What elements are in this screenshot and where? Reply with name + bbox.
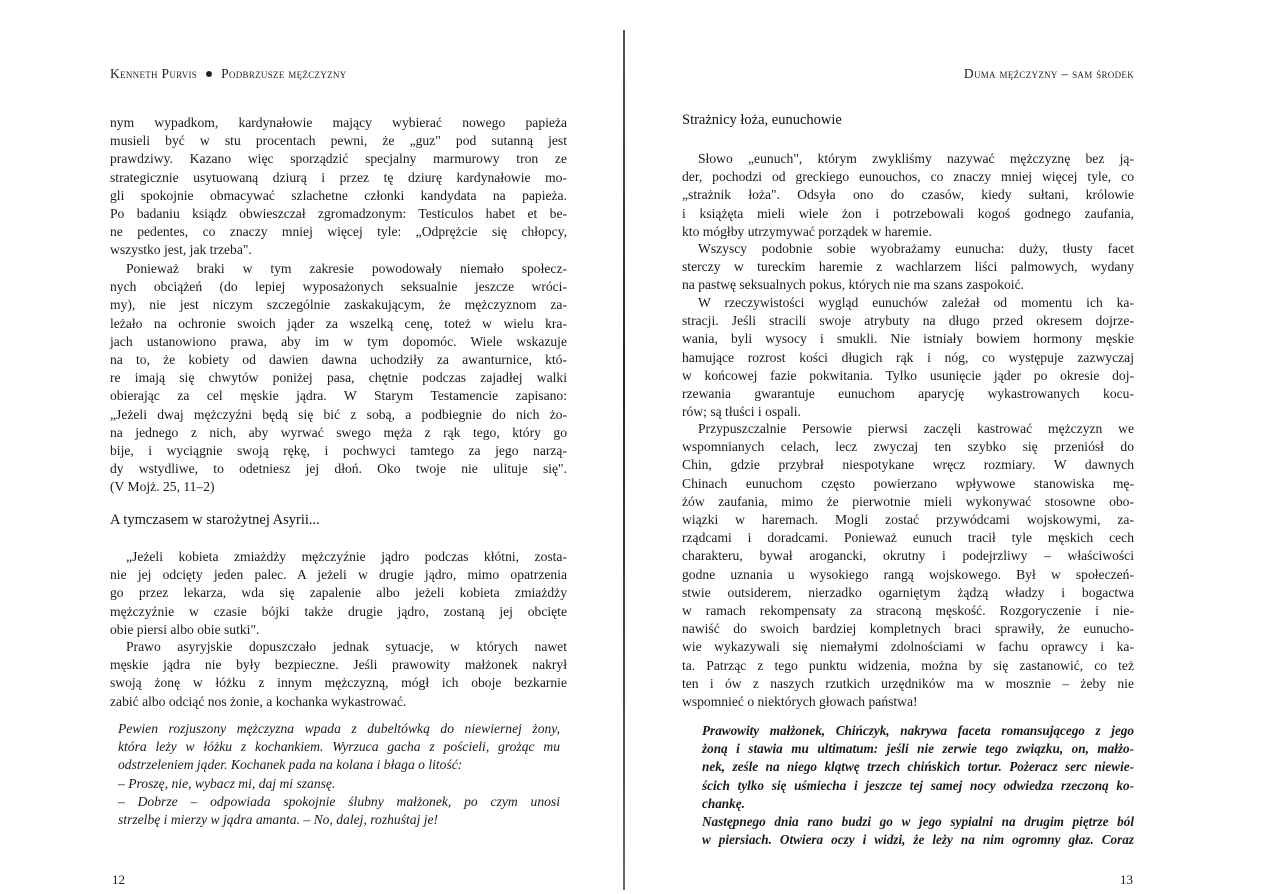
text-line: Ponieważ braki w tym zakresie powodowały niemało społecz- bbox=[126, 261, 567, 276]
text-line: wie wykazywali się niemałymi zdolnościami w fachu oprawcy i ka- bbox=[682, 639, 1134, 655]
left-quote-assyrian-law bbox=[110, 548, 567, 639]
text-line: Wszyscy podobnie sobie wyobrażamy eunucha: duży, tłusty facet bbox=[698, 241, 1134, 256]
text-line: nych obciążeń (do lepiej wyposażonych seksualnie jeszcze wróci- bbox=[110, 279, 567, 295]
text-line: dy wstydliwe, to odetniesz jej dłoń. Oko twoje nie ulituje się". bbox=[110, 461, 567, 477]
text-line: na pastwę seksualnych pokus, których nie ma szans zaspokoić. bbox=[682, 277, 1025, 293]
text-line: i książęta mieli wiele żon i potrzebowali kogoś godnego zaufania, bbox=[682, 205, 1134, 221]
text-line: obierając za cel męskie jądra. W Starym Testamencie zapisano: bbox=[110, 388, 567, 404]
text-line: „Jeżeli dwaj mężczyźni będą się bić z sobą, a podbiegnie do nich żo- bbox=[110, 406, 567, 422]
text-line: Następnego dnia rano budzi go w jego sypialni na drugim piętrze ból bbox=[702, 814, 1134, 830]
text-line: Chinach eunuchom często powierzano wpływowe stanowiska mę- bbox=[682, 475, 1134, 491]
section-heading-asyria: A tymczasem w starożytnej Asyrii... bbox=[110, 512, 320, 528]
text-line: Prawo asyryjskie dopuszczało jednak sytuacje, w których nawet bbox=[126, 639, 567, 654]
book-gutter bbox=[623, 30, 625, 890]
running-head-title: Podbrzusze mężczyzny bbox=[221, 66, 347, 81]
text-line: zabić albo odciąć nos żonie, a kochanka wykastrować. bbox=[110, 693, 407, 709]
text-line: nie jej odcięty jeden palec. A jeżeli w drugie jądro, mimo opatrzenia bbox=[110, 567, 567, 583]
text-line: odstrzeleniem jąder. Kochanek pada na kolana i błaga o litość: bbox=[118, 757, 463, 773]
text-line: męskie jądra nie były bezpieczne. Jeśli prawowity małżonek nakrył bbox=[110, 657, 567, 673]
text-line: prawdziwy. Kazano więc sporządzić specjalny marmurowy tron ze bbox=[110, 151, 567, 167]
text-line: ne pedentes, co znaczy mniej więcej tyle: „Odprężcie się chłopcy, bbox=[110, 224, 567, 240]
text-line: w ramach rekompensaty za straconą męskość. Rozgoryczenie i nie- bbox=[682, 603, 1134, 619]
text-line: mężczyźnie w czasie bójki także drugie jądro, zostaną jej obcięte bbox=[110, 603, 567, 619]
text-line: obie piersi albo obie sutki". bbox=[110, 621, 260, 637]
text-line: hamujące rozrost kości długich rąk i nóg, co występuje zazwyczaj bbox=[682, 349, 1134, 365]
text-line: rzewania gwarantuje eunuchom aparycję wykastrowanych kocu- bbox=[682, 386, 1134, 402]
right-paragraph-3 bbox=[682, 294, 1134, 421]
text-line: żoną i stawia mu ultimatum: jeśli nie zerwie tego związku, on, małżo- bbox=[702, 741, 1134, 757]
text-line: stwie outsiderem, nierzadko ogarniętym żądzą władzy i bogactwa bbox=[682, 584, 1134, 600]
page-number-left: 12 bbox=[112, 872, 125, 887]
text-line: nawiść do swoich bardziej kompletnych braci sprawiły, że eunucho- bbox=[682, 621, 1134, 637]
text-line: bije, i wyciągnie swoją rękę, i pochwyci tamtego za jego narzą- bbox=[110, 443, 567, 459]
text-line: musieli być w stu procentach pewni, że „guz" pod sutanną jest bbox=[110, 133, 567, 149]
text-line: leżało na ochronie swoich jąder za wszelką cenę, toteż w wielu kra- bbox=[110, 315, 567, 331]
text-line: chankę. bbox=[702, 795, 745, 811]
text-line: – Dobrze – odpowiada spokojnie ślubny małżonek, po czym unosi bbox=[118, 793, 560, 809]
text-line: w końcowej fazie pokwitania. Tylko usunięcie jąder po okresie doj- bbox=[682, 367, 1134, 383]
text-line: która leży w łóżku z kochankiem. Wyrzuca gacha z pościeli, grożąc mu bbox=[118, 739, 560, 755]
text-line: (V Mojż. 25, 11–2) bbox=[110, 479, 215, 495]
text-line: rządcami i doradcami. Ponieważ eunuch tracił tyle męskich cech bbox=[682, 530, 1134, 546]
section-heading-eunuchs: Strażnicy łoża, eunuchowie bbox=[682, 112, 842, 128]
text-line: żów zaufania, mimo że pierwotnie mieli wykonywać stosowne obo- bbox=[682, 493, 1134, 509]
left-paragraph-1 bbox=[110, 114, 567, 260]
text-line: wspomnianych celach, lecz zwyczaj ten szybko się przeniósł do bbox=[682, 439, 1134, 455]
text-line: Chin, gdzie przybrał niespotykane wręcz rozmiary. W dawnych bbox=[682, 457, 1134, 473]
left-paragraph-2 bbox=[110, 260, 567, 497]
text-line: strategicznie usytuowaną dziurą i przez tę dziurę kardynałowie mo- bbox=[110, 169, 567, 185]
right-paragraph-1 bbox=[682, 150, 1134, 241]
right-page bbox=[626, 0, 1262, 894]
text-line: na to, że kobiety od dawien dawna uchodziły za awanturnice, któ- bbox=[110, 352, 567, 368]
text-line: „strażnik łoża". Odsyła ono do czasów, kiedy sułtani, królowie bbox=[682, 187, 1134, 203]
text-line: strzelbę i mierzy w jądra amanta. – No, dalej, rozhuśtaj je! bbox=[118, 812, 439, 828]
text-line: jach ustanowiono prawa, aby im w tym dopomóc. Wiele wskazuje bbox=[110, 333, 567, 349]
text-line: Przypuszczalnie Persowie pierwsi zaczęli kastrować mężczyzn we bbox=[698, 421, 1134, 436]
right-paragraph-4 bbox=[682, 420, 1134, 711]
text-line: wszystko jest, jak trzeba". bbox=[110, 242, 252, 258]
right-paragraph-2 bbox=[682, 240, 1134, 295]
running-head-right: Duma mężczyzny – sam środek bbox=[963, 66, 1134, 81]
text-line: ta. Patrząc z tego punktu widzenia, można by się zastanowić, co też bbox=[682, 657, 1134, 673]
text-line: „Jeżeli kobieta zmiażdży mężczyźnie jądro podczas kłótni, zosta- bbox=[126, 549, 567, 564]
text-line: rów; są tłuści i ospali. bbox=[682, 404, 801, 420]
text-line: re imają się chwytów poniżej pasa, chętnie podczas zajadłej walki bbox=[110, 370, 567, 386]
text-line: my), nie jest niczym szczególnie zaskakującym, że mężczyznom za- bbox=[110, 297, 567, 313]
text-line: wspomnieć o niektórych głowach państwa! bbox=[682, 694, 918, 710]
text-line: na jednego z nich, aby wyrwać swego męża z rąk tego, który go bbox=[110, 424, 567, 440]
text-line: Po badaniu ksiądz obwieszczał zgromadzonym: Testiculos habet et be- bbox=[110, 206, 567, 222]
text-line: swoją żonę w łóżku z innym mężczyzną, mógł ich oboje bezkarnie bbox=[110, 675, 567, 691]
text-line: charakteru, bywał arogancki, okrutny i podejrzliwy – właściwości bbox=[682, 548, 1134, 564]
page-number-right: 13 bbox=[1120, 872, 1133, 887]
text-line: w piersiach. Otwiera oczy i widzi, że leży na nim ogromny głaz. Coraz bbox=[702, 832, 1134, 848]
text-line: – Proszę, nie, wybacz mi, daj mi szansę. bbox=[118, 775, 336, 791]
left-page bbox=[0, 0, 624, 894]
text-line: sterczy w tureckim haremie z wachlarzem liści palmowych, wydany bbox=[682, 259, 1134, 275]
text-line: gli spokojnie obmacywać szlachetne członki kandydata na papieża. bbox=[110, 187, 567, 203]
text-line: Pewien rozjuszony mężczyzna wpada z dubeltówką do niewiernej żony, bbox=[118, 721, 560, 736]
text-line: nek, ześle na niego klątwę trzech chińskich tortur. Pożeracz serc niewie- bbox=[702, 759, 1134, 775]
text-line: Prawowity małżonek, Chińczyk, nakrywa faceta romansującego z jego bbox=[702, 723, 1134, 738]
text-line: Słowo „eunuch", którym zwykliśmy nazywać mężczyznę bez ją- bbox=[698, 151, 1134, 166]
left-story-italic bbox=[118, 720, 560, 829]
text-line: wania, byli wysocy i smukli. Nie istniały bowiem hormony męskie bbox=[682, 331, 1134, 347]
text-line: kto mógłby utrzymywać porządek w haremie. bbox=[682, 223, 932, 239]
text-line: ścich tylko się uśmiecha i jeszcze tej samej nocy odwiedza rzeczoną ko- bbox=[702, 777, 1134, 793]
text-line: wiązki w haremach. Mogli zostać przywódcami wojskowymi, za- bbox=[682, 512, 1134, 528]
bullet-separator bbox=[206, 71, 212, 77]
running-head-left bbox=[110, 66, 347, 82]
text-line: W rzeczywistości wygląd eunuchów zależał od momentu ich ka- bbox=[698, 295, 1134, 310]
right-story-italic bbox=[702, 722, 1134, 849]
text-line: go przez lekarza, wda się zapalenie albo jeżeli kobieta zmiażdży bbox=[110, 585, 567, 601]
left-paragraph-3 bbox=[110, 638, 567, 711]
text-line: ten i ów z naszych rzutkich urzędników ma w mosznie – żeby nie bbox=[682, 675, 1134, 691]
running-head-author: Kenneth Purvis bbox=[110, 66, 198, 81]
text-line: stracji. Jeśli stracili swoje atrybuty na długo przed okresem dojrze- bbox=[682, 313, 1134, 329]
text-line: der, pochodzi od greckiego eunouchos, co znaczy mniej więcej tyle, co bbox=[682, 169, 1134, 185]
text-line: nym wypadkom, kardynałowie mający wybierać nowego papieża bbox=[110, 115, 567, 130]
text-line: godne uznania u wysokiego rangą wojskowego. Był w społeczeń- bbox=[682, 566, 1134, 582]
